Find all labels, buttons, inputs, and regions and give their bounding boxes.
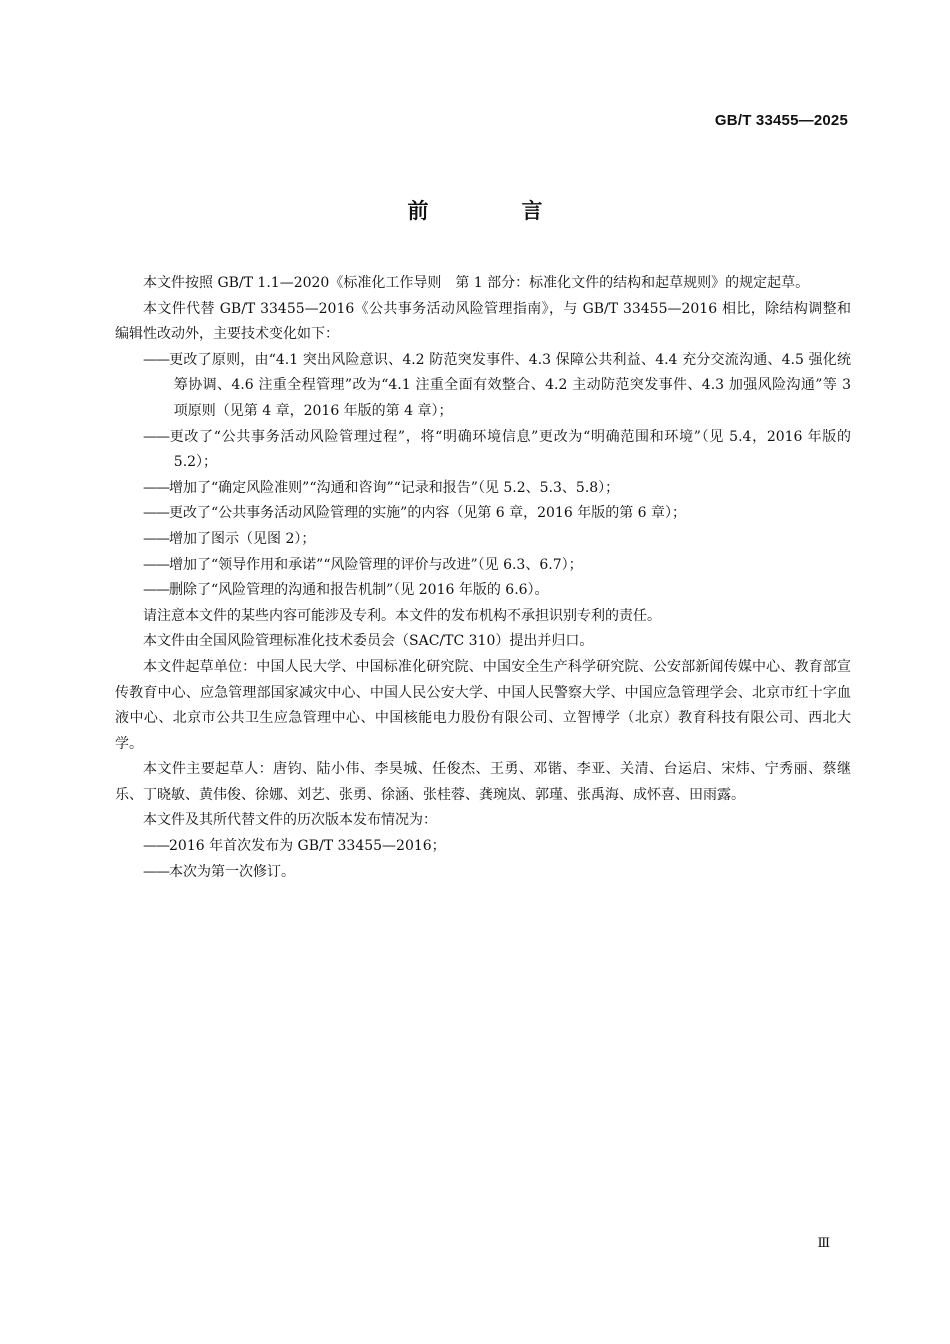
change-text: 更改了“公共事务活动风险管理的实施”的内容（见第 6 章，2016 年版的第 6 章）；	[169, 505, 687, 522]
list-item-change	[115, 476, 851, 502]
paragraph-drafting-rules: 本文件按照 GB/T 1.1—2020《标准化工作导则 第 1 部分：标准化文件的结构和起草规则》的规定起草。	[143, 275, 810, 291]
paragraph-replacement-note: 本文件代替 GB/T 33455—2016《公共事务活动风险管理指南》，与 GB/T 33455—2016 相比，除结构调整和编辑性改动外，主要技术变化如下：	[115, 300, 851, 343]
history-text: 本次为第一次修订。	[169, 863, 295, 880]
dash-mark: ——	[143, 582, 169, 599]
paragraph-patent-notice: 请注意本文件的某些内容可能涉及专利。本文件的发布机构不承担识别专利的责任。	[143, 607, 661, 624]
list-item-change	[115, 501, 851, 527]
dash-mark: ——	[143, 505, 169, 522]
list-item-change	[115, 553, 851, 579]
dash-mark: ——	[143, 479, 169, 496]
change-text: 删除了“风险管理的沟通和报告机制”（见 2016 年版的 6.6）。	[169, 582, 549, 599]
change-text: 增加了图示（见图 2）；	[169, 530, 316, 547]
list-item-history	[115, 834, 851, 860]
list-item-history	[115, 860, 851, 886]
dash-mark: ——	[143, 863, 169, 880]
standard-code-header: GB/T 33455—2025	[714, 112, 848, 129]
history-text: 2016 年首次发布为 GB/T 33455—2016；	[169, 838, 446, 855]
list-item-change	[115, 348, 851, 425]
change-text: 更改了原则，由“4.1 突出风险意识、4.2 防范突发事件、4.3 保障公共利益、4.4 充分交流沟通、4.5 强化统筹协调、4.6 注重全程管理”改为“4.1 注重全面有效整合、4.2 主动防范突发事件、4.3 加强风险沟通”等 3 项原则（见第 4 章，2016 年版的第 4 章）；	[169, 351, 851, 419]
page-title: 前 言	[407, 199, 579, 223]
paragraph-drafting-units: 本文件起草单位：中国人民大学、中国标准化研究院、中国安全生产科学研究院、公安部新闻传媒中心、教育部宣传教育中心、应急管理部国家减灾中心、中国人民公安大学、中国人民警察大学、中国应急管理学会、北京市红十字血液中心、北京市公共卫生应急管理中心、中国核能电力股份有限公司、立智博学（北京）教育科技有限公司、西北大学。	[115, 658, 851, 752]
change-text: 增加了“领导作用和承诺”“风险管理的评价与改进”（见 6.3、6.7）；	[169, 556, 583, 573]
paragraph-drafters: 本文件主要起草人：唐钧、陆小伟、李昊城、任俊杰、王勇、邓锴、李亚、关清、台运启、宋炜、宁秀丽、蔡继乐、丁晓敏、黄伟俊、徐娜、刘艺、张勇、徐涵、张桂蓉、龚琬岚、郭瑾、张禹海、成怀喜、田雨露。	[115, 761, 851, 803]
dash-mark: ——	[143, 838, 169, 855]
dash-mark: ——	[143, 556, 169, 573]
list-item-change	[115, 527, 851, 553]
list-item-change	[115, 578, 851, 604]
list-item-change	[115, 425, 851, 476]
paragraph-version-history: 本文件及其所代替文件的历次版本发布情况为：	[143, 812, 437, 829]
page-number: Ⅲ	[817, 1236, 830, 1251]
dash-mark: ——	[143, 351, 169, 368]
change-text: 增加了“确定风险准则”“沟通和咨询”“记录和报告”（见 5.2、5.3、5.8）；	[169, 479, 620, 496]
paragraph-proposer: 本文件由全国风险管理标准化技术委员会（SAC/TC 310）提出并归口。	[143, 633, 594, 650]
document-body	[115, 271, 851, 885]
dash-mark: ——	[143, 428, 169, 445]
change-text: 更改了“公共事务活动风险管理过程”，将“明确环境信息”更改为“明确范围和环境”（见 5.4，2016 年版的 5.2）；	[169, 428, 851, 471]
dash-mark: ——	[143, 530, 169, 547]
